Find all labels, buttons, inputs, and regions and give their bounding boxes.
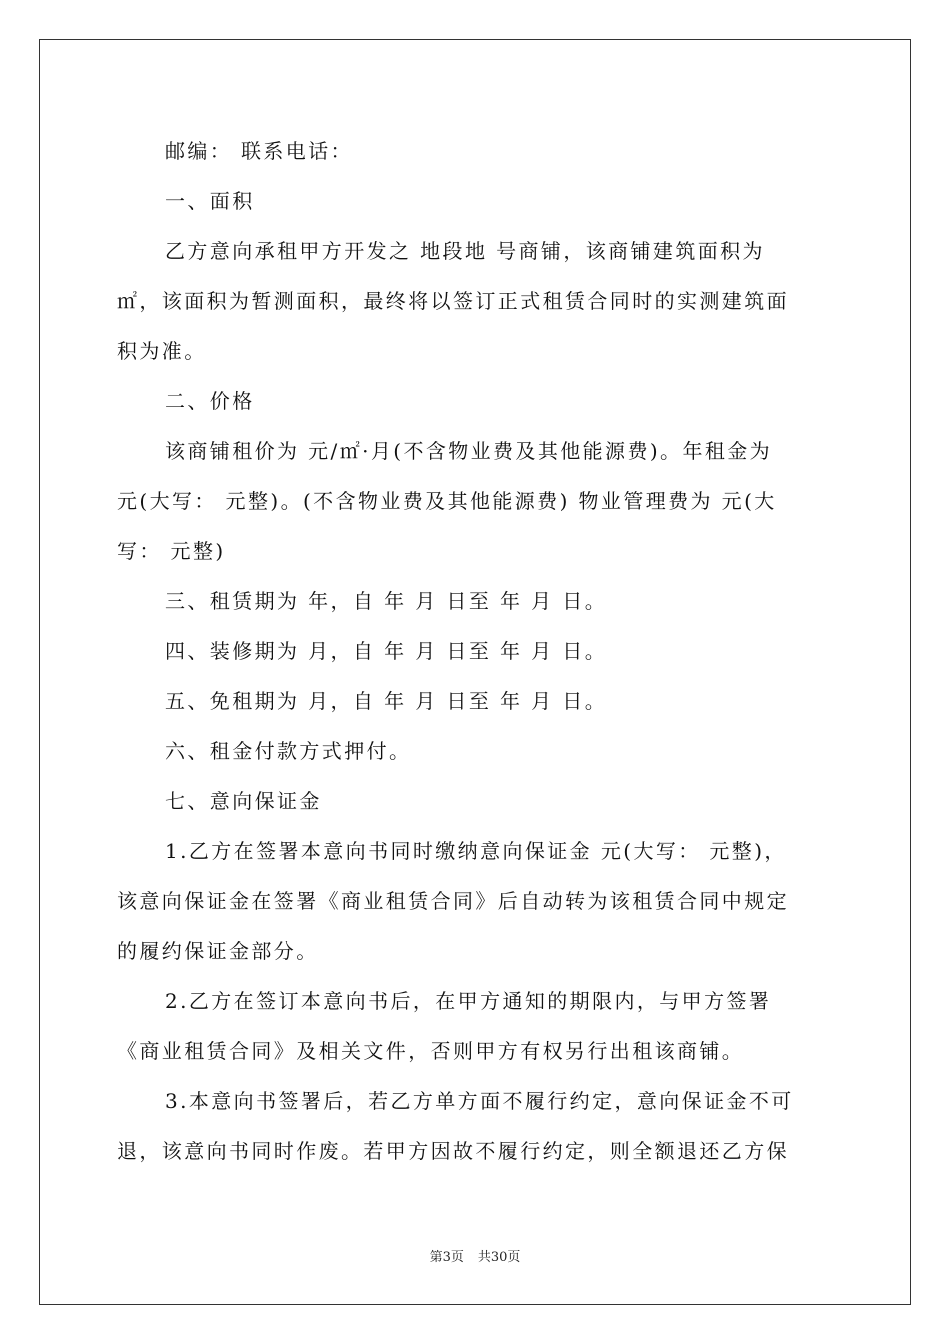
price-text-line-2: 元(大写： 元整)。(不含物业费及其他能源费) 物业管理费为 元(大	[117, 489, 777, 513]
deposit-clause-2-line-1: 2.乙方在签订本意向书后，在甲方通知的期限内，与甲方签署	[165, 989, 772, 1013]
section-heading-area: 一、面积	[165, 189, 255, 213]
postcode-phone-line: 邮编： 联系电话：	[165, 139, 353, 163]
page-total: 共30页	[477, 1250, 521, 1265]
price-text-line-3: 写： 元整)	[117, 539, 226, 563]
section-heading-price: 二、价格	[165, 389, 255, 413]
deposit-clause-2-line-2: 《商业租赁合同》及相关文件，否则甲方有权另行出租该商铺。	[117, 1039, 745, 1063]
page-number: 第3页	[429, 1250, 464, 1265]
deposit-clause-3-line-2: 退，该意向书同时作废。若甲方因故不履行约定，则全额退还乙方保	[117, 1139, 789, 1163]
price-text-line-1: 该商铺租价为 元/㎡·月(不含物业费及其他能源费)。年租金为	[165, 439, 773, 463]
deposit-clause-3-line-1: 3.本意向书签署后，若乙方单方面不履行约定，意向保证金不可	[165, 1089, 794, 1113]
payment-method-line: 六、租金付款方式押付。	[165, 739, 412, 763]
document-body	[117, 126, 833, 1176]
area-text-line-1: 乙方意向承租甲方开发之 地段地 号商铺，该商铺建筑面积为	[165, 239, 765, 263]
lease-term-line: 三、租赁期为 年，自 年 月 日至 年 月 日。	[165, 589, 608, 613]
rent-free-term-line: 五、免租期为 月，自 年 月 日至 年 月 日。	[165, 689, 608, 713]
section-heading-deposit: 七、意向保证金	[165, 789, 322, 813]
page-footer	[0, 1246, 950, 1265]
deposit-clause-1-line-2: 该意向保证金在签署《商业租赁合同》后自动转为该租赁合同中规定	[117, 889, 789, 913]
deposit-clause-1-line-3: 的履约保证金部分。	[117, 939, 319, 963]
renovation-term-line: 四、装修期为 月，自 年 月 日至 年 月 日。	[165, 639, 608, 663]
area-text-line-2: ㎡，该面积为暂测面积，最终将以签订正式租赁合同时的实测建筑面	[117, 289, 789, 313]
deposit-clause-1-line-1: 1.乙方在签署本意向书同时缴纳意向保证金 元(大写： 元整)，	[165, 839, 787, 863]
area-text-line-3: 积为准。	[117, 339, 207, 363]
